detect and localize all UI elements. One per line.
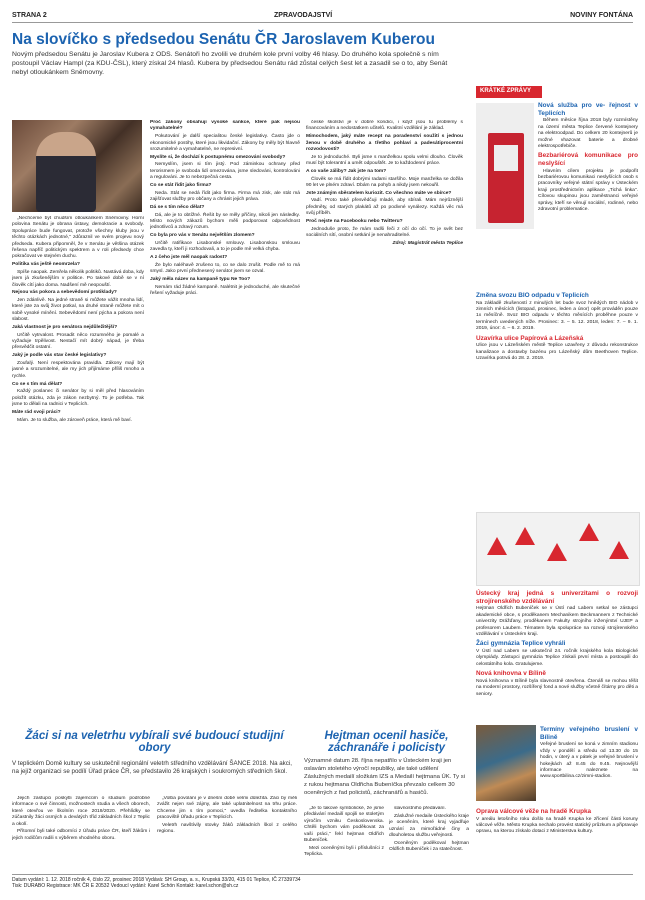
bottom-middle-column-2	[389, 806, 469, 872]
paragraph: Jejich zástupci poskytli zájemcům o studium podrobné informace o své činnosti, možnostech studia a všech oborech, které otevřou ve školním roce 2019/2020. Přehlídky se zúčastnily žáci osmých a devátých tříd základních škol z Teplic a okolí.	[12, 796, 150, 827]
interview-question: Jste známým sběratelem kuriozit. Co všechno máte ve sbírce?	[306, 190, 452, 196]
main-article-lead: Novým předsedou Senátu je Jaroslav Kubera z ODS. Senátoři ho zvolili ve druhém kole první volby 46 hlasy. Do druhého kola společně s ním postoupil Václav Hampl (za KDU-ČSL), který získal 24 hlasů. Kubera by předsedou Senátu rád zůstal celých šest let a zasadil se o to, aby Senát nebyl otloukánkem Sněmovny.	[12, 51, 448, 77]
page-number: STRANA 2	[12, 12, 47, 19]
news-text: V Ústí nad Labem se uskutečnil 24. ročník krajského kola Biologické olympiády. Zástupci gymnázia Teplice získali první místa a postoupili do celostátního kola. Gratulujeme.	[476, 648, 638, 667]
warning-sign-icon	[609, 541, 629, 559]
news-text: Hejtman Oldřich Bubeníček se v Ústí nad Labem setkal se zástupci akademické obce, s proděkanem Mechanikem Beckmannem z Technické univerzity Drážďany, proděkanem Fakulty strojního inženýrství UJEP a profesorem Laubem. Tématem byla spolupráce na rozvoji strojírenského vzdělávání v Ústeckém kraji.	[476, 606, 638, 637]
sidebar-final-column	[476, 806, 638, 872]
paragraph: Každý poslanec či senátor by si měl před hlasováním položit otázku, zda je zákon nezbytný. To je potřeba. Tak jsme to dělali na radnici v Teplicích.	[12, 389, 144, 408]
bottom-middle-article-title: Hejtman ocenil hasiče, záchranáře i policisty	[324, 730, 449, 755]
warning-sign-icon	[547, 543, 567, 561]
paragraph: Jednoduše proto, že mám radši řeči z očí do očí. To je svět bez sociálních sítí, osobní setkání je nenahraditelné.	[306, 226, 463, 239]
imprint-line-2: Tisk: DURABO Registrace: MK ČR E 20532 Vedoucí vydání: Karel Schön Kontakt: karel.schon@sh.cz	[12, 883, 239, 890]
sidebar-lower-column	[476, 588, 638, 722]
news-text: V areálu letošního roku došlo na hradě Krupka ke zřícení části koruny válcové věže. Město Krupka nechalo provést statický průzkum a připravuje opravu, na kterou získalo dotaci z Ministerstva kultury.	[476, 816, 638, 835]
news-title: Nová služba pro ve- řejnost v Teplicích	[538, 102, 638, 117]
paragraph: slavnostního předávání.	[394, 806, 446, 811]
bottom-left-column-1	[12, 796, 150, 872]
news-text: Veřejné bruslení se koná v zimním stadionu vždy v pondělí a středu od 13.30 do 15 hodin, v úterý a v pátek je veřejné bruslení v hokejkách až 8.45 do 9.45. Nejnovější informace naleznete na www.sportbilina.cz/zimni-stadion.	[540, 742, 638, 780]
paragraph: Mám. Je to služba, ale zároveň práce, která mě baví.	[17, 417, 132, 423]
main-article-title: Na slovíčko s předsedou Senátu ČR Jaroslavem Kuberou	[12, 31, 435, 48]
sidebar-middle-column	[476, 290, 638, 508]
interview-question: Myslíte si, že dochází k postupnému omezování svobody?	[150, 154, 286, 160]
paragraph: Oceněným poděkoval hejtman Oldřich Bubeníček i za statečnost.	[389, 840, 469, 853]
article-source: Zdroj: Magistrát města Teplice	[392, 240, 463, 246]
ice-rink-photo	[476, 725, 536, 801]
news-title: Ústecký kraj jedná s univerzitami o rozvoji strojírenského vzdělávání	[476, 590, 638, 605]
interview-question: Jaký je podle vás stav české legislativy?	[12, 353, 107, 359]
red-container-photo	[476, 103, 534, 229]
interview-question: Proč nejste na Facebooku nebo Twitteru?	[306, 218, 403, 224]
paragraph: Nemyslím, jsem si tím jistý. Pod záminkou ochrany před terorismem je svoboda lidí omezována, jsme sledováni, kontrolováni a regulováni. Je to nebezpečná cesta.	[150, 162, 300, 181]
paragraph: Určitě ratifikace Lisabonské smlouvy. Lisabonskou smlouvu zavedla ty, kteří ji rozhodovali, a to je podle mě velká chyba.	[150, 240, 300, 253]
news-text: Nová knihovna v Bílině byla slavnostně otevřena. Čtenáři se mohou těšit na moderní prostory, rozšířený fond a nové služby včetně čítárny pro děti a seniory.	[476, 678, 638, 697]
news-title: Nová knihovna v Bílině	[476, 670, 546, 678]
news-title: Termíny veřejného bruslení v Bílině	[540, 726, 638, 741]
section-name: ZPRAVODAJSTVÍ	[274, 12, 333, 19]
interview-question: A z čeho jste měl naopak radost?	[150, 255, 228, 261]
paragraph: Spíše naopak. Zemřela několik politiků. Nastává doba, kdy jsem já zkušenějším v politice. Po takové době se v ní člověk cítí jako doma. Nadšení mě neopouští.	[12, 269, 144, 288]
news-title: Žáci gymnázia Teplice vyhráli	[476, 640, 566, 648]
warning-sign-icon	[487, 537, 507, 555]
paragraph: „Volba povolání je v dnešní době velmi důležitá. Žáci by měli zvážit nejen své zájmy, ale také uplatnitelnost na trhu práce. Chceme jim s tím pomoci," uvedla ředitelka kontaktního pracoviště Úřadu práce v Teplicích.	[157, 796, 297, 821]
road-signs-photo	[476, 512, 640, 586]
interview-question: Co se s tím má dělat?	[12, 381, 63, 387]
interview-question: Jaká vlastnost je pro senátora nejdůležitější?	[12, 324, 118, 330]
news-text: Ulice jsou v Lázeňském městě Teplice uzavřeny z důvodu rekonstrukce kanalizace a dostavby bazénu pro Lázeňský dům Beethoven Teplice. Uzavírka potrvá do 28. 2. 2019.	[476, 343, 638, 361]
person-silhouette	[36, 132, 96, 212]
portrait-photo	[12, 120, 142, 212]
paragraph: Určitě vytrvalost. Prosadit něco rozumného je pomalé a vyžaduje trpělivost. Nestačí mít dobrý nápad, je třeba přesvědčit ostatní.	[12, 332, 144, 351]
publication-name: NOVINY FONTÁNA	[570, 12, 633, 19]
paragraph: Jen zdánlivě. Na jedné straně si můžete vážit mnoha lidí, které jste za svůj život potkal, na druhé straně můžete mít o sobě vysoké mínění. Sebevědomí není pýcha a pokora není slabost.	[12, 298, 144, 323]
bottom-left-article-lead: V teplickém Domě kultury se uskutečnil regionální veletrh středního vzdělávání ŠANCE 2018. Na akci, na jejíž organizaci se podílí Úřad práce ČR, se představilo 26 krajských i soukromých středních škol.	[12, 760, 292, 776]
paragraph: Veletrh navštívily stovky žáků základních škol z celého regionu.	[157, 822, 297, 835]
sidebar-top-column	[538, 100, 638, 286]
paragraph: Dá, ale je to obtížné. Řešit by se měly příčiny, nikoli jen následky. Místo nových zákazů bychom měli podporovat odpovědnost jednotlivců a zdravý rozum.	[150, 212, 300, 231]
main-article-column-1	[12, 216, 144, 726]
warning-sign-icon	[515, 527, 535, 545]
warning-sign-icon	[579, 523, 599, 541]
news-title: Oprava válcové věže na hradě Krupka	[476, 808, 592, 815]
paragraph: Pokutování je další specialitou české legislativy. Často jde o ekonomické postihy, které jsou likvidační. Zákony by měly být hlavně srozumitelné a vymahatelné, ne represivní.	[150, 134, 300, 152]
paragraph: Zoufalý. Není respektována pravidla. Zákony mají být jasné a srozumitelné, ale my jich přijímáme příliš mnoho a rychle.	[12, 361, 144, 379]
main-article-column-2	[150, 120, 300, 552]
news-title: Uzavírka ulice Papírová a Lázeňská	[476, 334, 584, 342]
news-title: Bezbariérová komunikace pro neslyšící	[538, 152, 638, 167]
paragraph: Mezi oceněnými byli i příslušníci z Teplicka.	[304, 845, 384, 858]
paragraph: Nemám rád žádné kampaně. Nalétnit je jednoduché, ale skutečné řešení vyžaduje práci.	[150, 284, 300, 297]
paragraph: Záslužné medaile Ústeckého kraje je oceněním, které kraj vyjadřuje uznání za mimořádné činy a dlouholetou službu veřejnosti.	[389, 813, 469, 838]
imprint-footer	[12, 874, 633, 890]
interview-question: Co se stát řídit jako firma?	[150, 182, 212, 188]
interview-question: A co vaše záliby? Jak jste na tom?	[306, 168, 387, 174]
interview-question: Nejsou vás pokora a sebevědomí protiklady?	[12, 290, 117, 296]
container-icon	[488, 133, 524, 223]
interview-question: Politika vás ještě neomrzela?	[12, 262, 80, 268]
short-news-tag: KRÁTKÉ ZPRÁVY	[476, 86, 542, 98]
paragraph: „Nechceme být chudším otloukánkem Sněmovny. Horní polovina Senátu je obrana ústavy, demokracie a svobody. Spolupráce bude fungovat, protože všechny kluby jsou v těchto otázkách jednotné," zdůraznil ve svém projevu nový předseda. Kubera připomněl, že v Senátu je většina otázek řešena napříč politickým spektrem a v roli předsedy chce pokračovat ve stejném duchu.	[12, 216, 144, 260]
interview-question: Proč zákony obsahují vysoké sankce, které pak nejsou vymahatelné?	[150, 120, 300, 132]
paragraph: české školství je v dobré kondici, i když jsou tu problémy s financováním a nedostatkem učitelů. Kvalitní vzdělání je základ.	[306, 120, 463, 132]
bottom-left-article-title: Žáci si na veletrhu vybírali své budoucí studijní obory	[25, 730, 284, 755]
interview-question: Dá se s tím něco dělat?	[150, 204, 205, 210]
sidebar-bottom-column	[540, 724, 638, 804]
interview-question: Máte rád svoji práci?	[12, 409, 61, 415]
page-header	[12, 10, 633, 23]
bottom-left-column-2	[157, 796, 297, 872]
news-title: Změna svozu BIO odpadu v Teplicích	[476, 292, 589, 299]
paragraph: Že bylo naléhavě zrušeno to, co se dalo zrušit. Podle mě to má smysl. Jako první přednesený senátor jsem se ozval.	[150, 262, 300, 275]
paragraph: Člověk se má řídit dobrými radami staršího. Moje manželka se dožila 90 let ve plném zdraví. Dbám na pohyb a nikdy jsem nekouřil.	[306, 176, 463, 188]
interview-question: Mimochodem, jaký máte recept na poradenství soužití s jednou ženou v době druhého a třetího pohlaví a padesátiprocentní rozvodovosti?	[306, 134, 463, 152]
news-text: Na základě zkušeností z minulých let bude svoz hnědých BIO nádob v zimních měsících (listopad, prosinec, leden a únor) opět prováděn pouze 1x měsíčně. Svoz BIO odpadu v těchto měsících proběhne pouze v termínech uvedených níže. Prosinec: 3. – 5. 12. 2018, leden: 7. – 9. 1. 2019, únor: 4. – 6. 2. 2019.	[476, 300, 638, 332]
paragraph: Vadí. Proto také přesvědčuji mladé, aby sbírali. Mám nejrůznější předměty, od starých plakátů až po podivné vynálezy. Každá věc má svůj příběh.	[306, 198, 463, 217]
bottom-middle-column-1	[304, 806, 384, 872]
news-text: Během měsíce října 2018 byly rozmístěny na území města Teplice červené kontejnery na elektroodpad. Do celkem 20 kontejnerů je možné vhazovat baterie a drobné elektrospotřebiče.	[538, 118, 638, 149]
bottom-middle-article-lead: Významné datum 28. října nepatřilo v Ústeckém kraji jen oslavám stoletého výročí republiky, ale také udělení Záslužných medailí složkám IZS a Medailí hejtmana ÚK. Ty si z rukou hejtmana Oldřicha Bubeníčka převzalo celkem 30 oceněných z řad policistů, záchranářů a hasičů.	[304, 758, 465, 796]
news-text: Hlavním cílem projektu je podpořit bezbariérovou komunikaci neslyšících osob s pracovníky veřejné státní správy v Ústeckém kraji prostřednictvím aplikace „Tichá linka". Cílovou skupinou jsou zaměstnanci veřejné správy, kteří se věnují sociální, rodinné, nebo zdravotní problematice.	[538, 168, 638, 212]
interview-question: Co byla pro vás v Senátu největším zlomem?	[150, 233, 255, 239]
imprint-line-1: Datum vydání: 1. 12. 2018 ročník 4, číslo 22, prosinec 2018 Vydává: SH Group, a. s., Krupská 33/20, 415 01 Teplice, IČ 27339734	[12, 877, 301, 883]
paragraph: „Je to takové symbolické, že jsme předávání medailí spojili se stoletým výročím vzniku Československa. Chtěli bychom vám poděkovat za vaši práci," řekl hejtman Oldřich Bubeníček.	[304, 806, 384, 843]
paragraph: Přítomní byli také odborníci z Úřadu práce ČR, kteří žákům i jejich rodičům radili s výběrem vhodného oboru.	[12, 829, 150, 841]
main-article-column-3	[306, 120, 463, 552]
paragraph: Je to jednoduché. Byli jsme s manželkou spolu velmi dlouho. Člověk musí být tolerantní a umět odpouštět. Je to každodenní práce.	[306, 154, 463, 167]
interview-question: Jaký měla název na kampaně typu Ne Too?	[150, 276, 251, 282]
paragraph: Neda. Stát se nedá řídit jako firma. Firma má zisk, ale stát má zajišťovat služby pro občany a chránit jejich práva.	[150, 190, 300, 203]
